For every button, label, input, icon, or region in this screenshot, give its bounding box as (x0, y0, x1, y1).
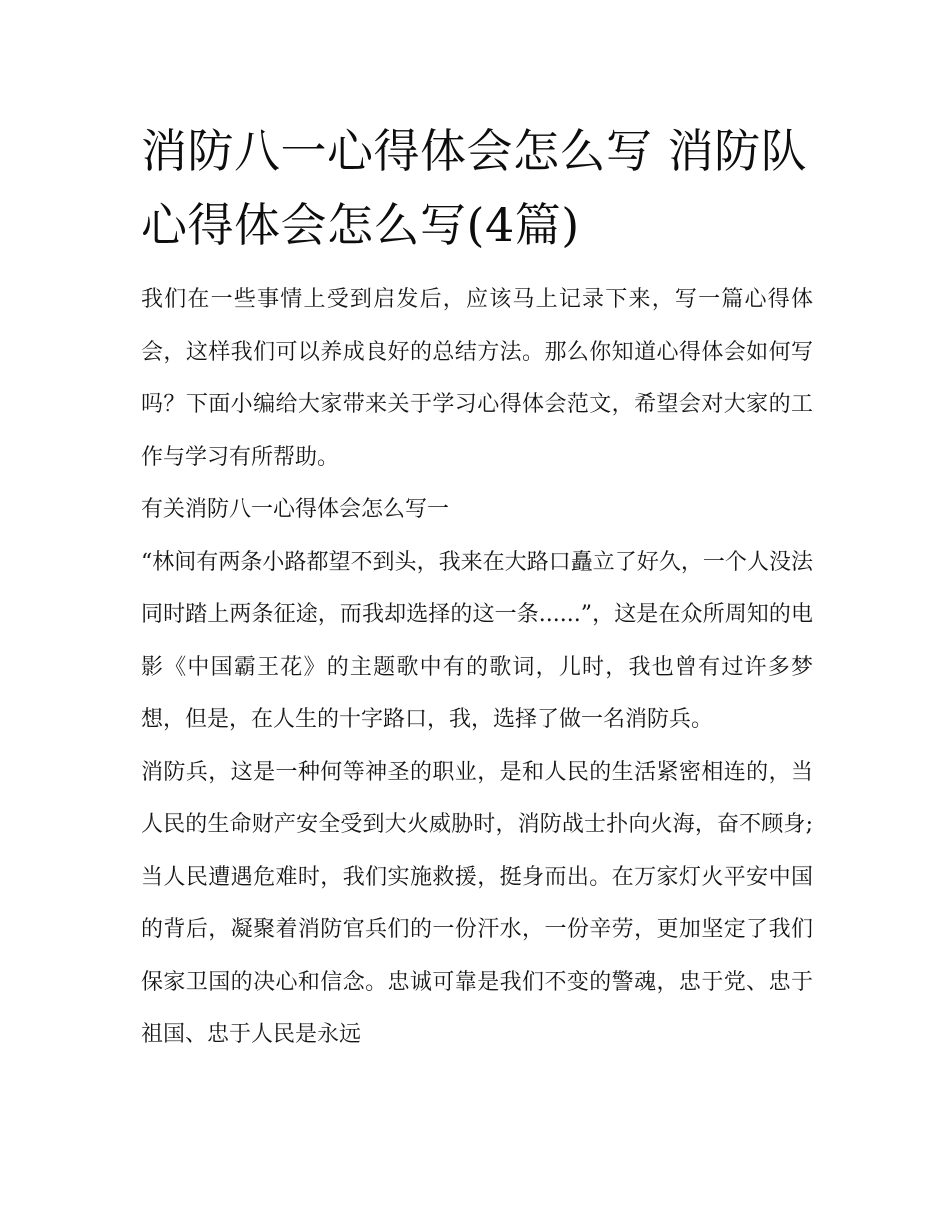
body-paragraph-poem: “林间有两条小路都望不到头，我来在大路口矗立了好久，一个人没法同时踏上两条征途，而我却选择的这一条......”，这是在众所周知的电影《中国霸王花》的主题歌中有的歌词，儿时，我也曾有过许多梦想，但是，在人生的十字路口，我，选择了做一名消防兵。 (141, 549, 813, 732)
document-body (141, 114, 813, 1062)
intro-paragraph: 我们在一些事情上受到启发后，应该马上记录下来，写一篇心得体会，这样我们可以养成良好的总结方法。那么你知道心得体会如何写吗？下面小编给大家带来关于学习心得体会范文，希望会对大家的工作与学习有所帮助。 (141, 287, 813, 470)
body-paragraph-firefighter: 消防兵，这是一种何等神圣的职业，是和人民的生活紧密相连的，当人民的生命财产安全受到大火威胁时，消防战士扑向火海，奋不顾身;当人民遭遇危难时，我们实施救援，挺身而出。在万家灯火平安中国的背后，凝聚着消防官兵们的一份汗水，一份辛劳，更加坚定了我们保家卫国的决心和信念。忠诚可靠是我们不变的警魂，忠于党、忠于祖国、忠于人民是永远 (141, 759, 813, 1047)
section-heading: 有关消防八一心得体会怎么写一 (141, 497, 450, 522)
document-title: 消防八一心得体会怎么写 消防队心得体会怎么写(4篇) (141, 124, 808, 252)
